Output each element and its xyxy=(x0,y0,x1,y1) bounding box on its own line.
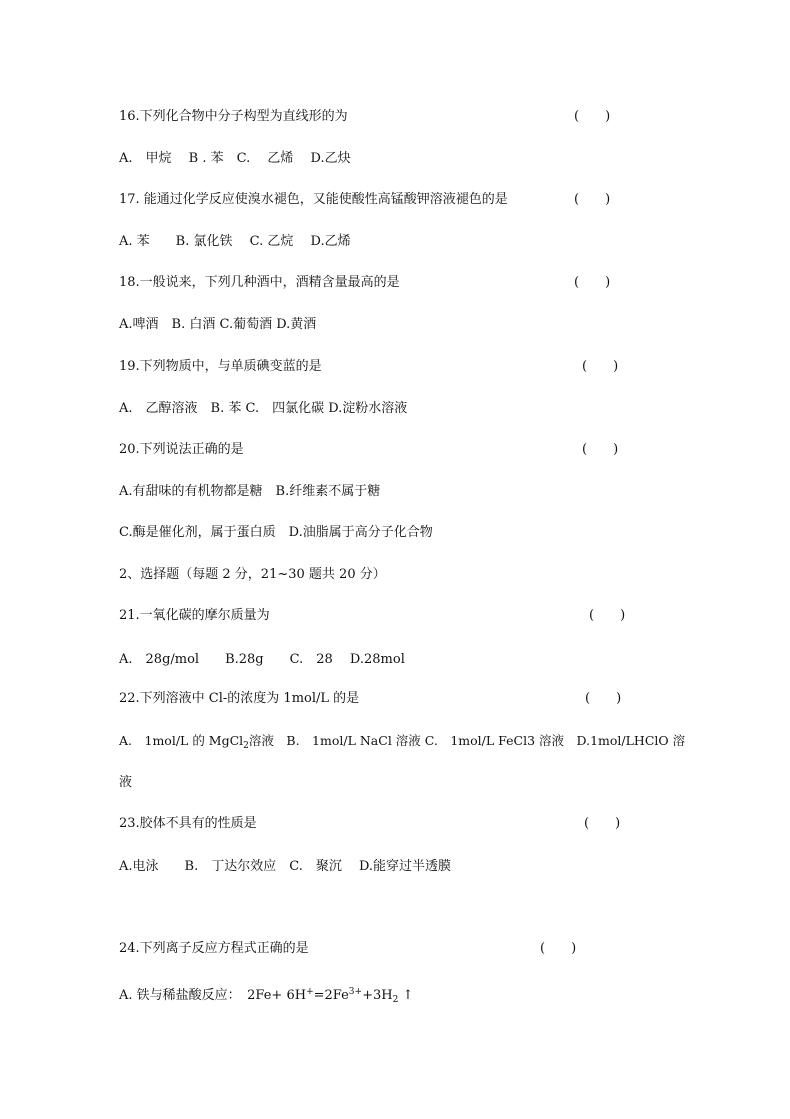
q22-option-a-text: A. 1mol/L 的 MgCl xyxy=(119,733,244,748)
q20-stem: 20.下列说法正确的是 xyxy=(119,442,244,457)
q17-options: A. 苯 B. 氯化铁 C. 乙烷 D.乙烯 xyxy=(119,234,351,249)
gas-arrow-icon: ↑ xyxy=(398,988,414,1003)
q24-stem: 24.下列离子反应方程式正确的是 xyxy=(119,941,309,956)
q16-options: A. 甲烷 B . 苯 C. 乙烯 D.乙炔 xyxy=(119,151,351,166)
q24-equation-mid-1: =2Fe xyxy=(313,988,349,1003)
q22-options-rest: 溶液 B. 1mol/L NaCl 溶液 C. 1mol/L FeCl3 溶液 D.1mol/LHClO 溶 xyxy=(248,733,686,748)
q22-options-continued: 液 xyxy=(119,775,133,790)
q17-stem: 17. 能通过化学反应使溴水褪色，又能使酸性高锰酸钾溶液褪色的是 xyxy=(119,192,508,207)
q19-stem: 19.下列物质中，与单质碘变蓝的是 xyxy=(119,359,322,374)
q19-options: A. 乙醇溶液 B. 苯 C. 四氯化碳 D.淀粉水溶液 xyxy=(119,401,408,416)
q22-stem: 22.下列溶液中 Cl-的浓度为 1mol/L 的是 xyxy=(119,691,360,706)
q21-stem: 21.一氧化碳的摩尔质量为 xyxy=(119,608,270,623)
q24-answer-paren: ( ) xyxy=(540,941,577,956)
q22-subscript: 2 xyxy=(243,741,249,751)
q21-answer-paren: ( ) xyxy=(589,608,626,623)
q24-subscript: 2 xyxy=(392,995,399,1005)
q24-option-a xyxy=(119,983,413,1009)
q18-answer-paren: ( ) xyxy=(574,275,611,290)
q18-stem: 18.一般说来，下列几种酒中，酒精含量最高的是 xyxy=(119,275,400,290)
q19-answer-paren: ( ) xyxy=(582,359,619,374)
q18-options: A.啤酒 B. 白酒 C.葡萄酒 D.黄酒 xyxy=(119,317,317,332)
q23-stem: 23.胶体不具有的性质是 xyxy=(119,816,257,831)
q24-option-a-text: A. 铁与稀盐酸反应： 2Fe+ 6H xyxy=(119,988,307,1003)
q20-options-2: C.酶是催化剂，属于蛋白质 D.油脂属于高分子化合物 xyxy=(119,525,433,540)
q16-stem: 16.下列化合物中分子构型为直线形的为 xyxy=(119,109,348,124)
q17-answer-paren: ( ) xyxy=(574,192,611,207)
q22-answer-paren: ( ) xyxy=(585,691,622,706)
q24-equation-mid-2: +3H xyxy=(362,988,393,1003)
q16-answer-paren: ( ) xyxy=(574,109,611,124)
q23-answer-paren: ( ) xyxy=(584,816,621,831)
q24-superscript-2: 3+ xyxy=(348,987,363,997)
section-2-heading: 2、选择题（每题 2 分，21~30 题共 20 分） xyxy=(119,567,386,582)
q22-options xyxy=(119,732,685,755)
q24-superscript-1: + xyxy=(306,987,314,997)
q21-options: A. 28g/mol B.28g C. 28 D.28mol xyxy=(119,652,405,667)
q20-options-1: A.有甜味的有机物都是糖 B.纤维素不属于糖 xyxy=(119,484,381,499)
q20-answer-paren: ( ) xyxy=(582,442,619,457)
q23-options: A.电泳 B. 丁达尔效应 C. 聚沉 D.能穿过半透膜 xyxy=(119,859,452,874)
